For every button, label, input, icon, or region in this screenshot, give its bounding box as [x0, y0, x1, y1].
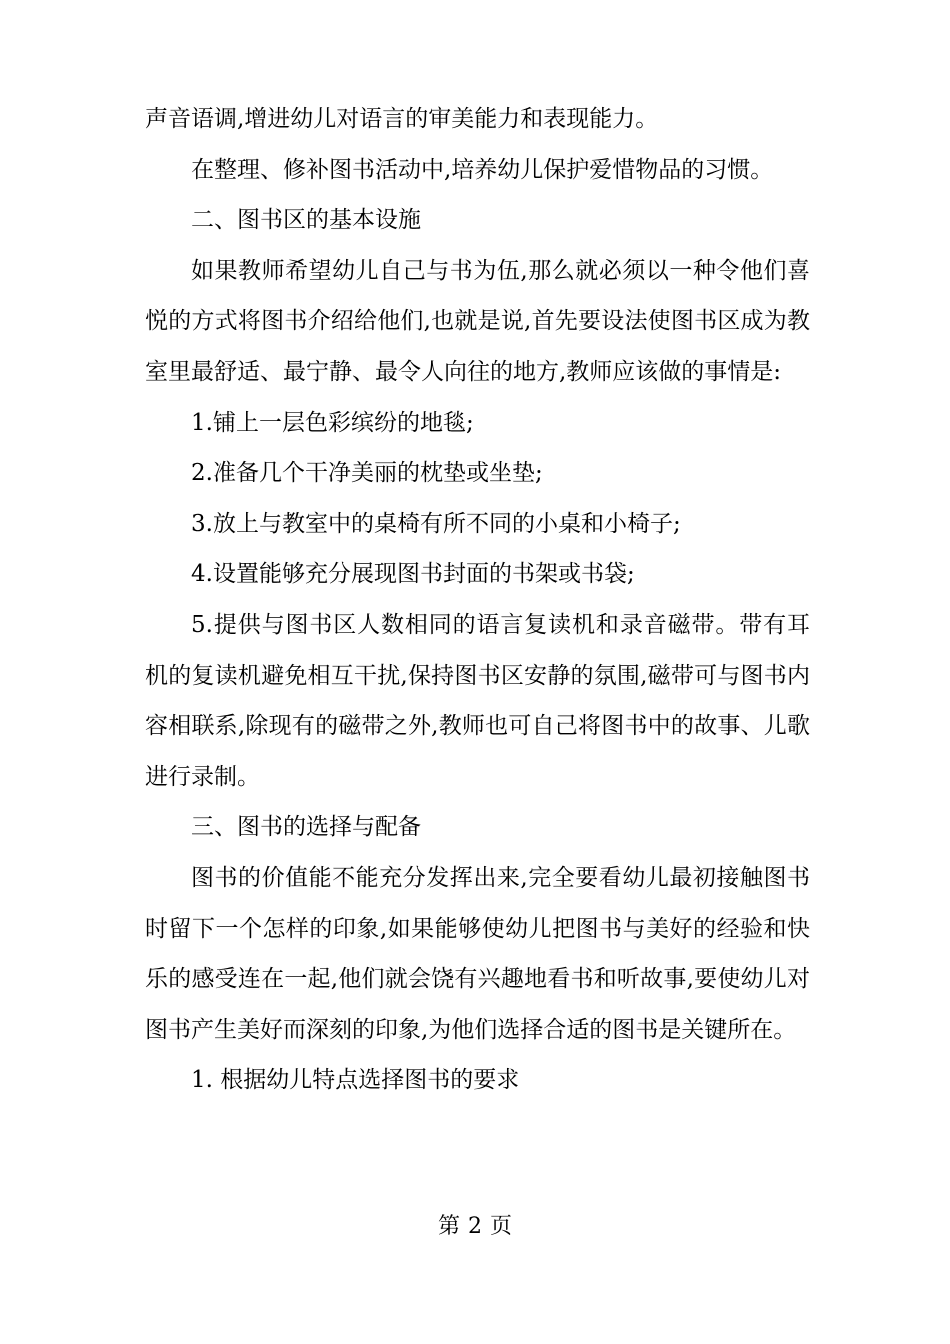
list-item: 1.铺上一层色彩缤纷的地毯; [191, 409, 474, 436]
footer-prefix: 第 [437, 1214, 460, 1239]
subsection-heading: 1. 根据幼儿特点选择图书的要求 [191, 1067, 520, 1094]
section-heading: 三、图书的选择与配备 [191, 814, 421, 841]
list-item: 4.设置能够充分展现图书封面的书架或书袋; [191, 561, 635, 588]
document-body [145, 94, 810, 1106]
footer-suffix: 页 [490, 1214, 513, 1239]
paragraph-continuation: 声音语调,增进幼儿对语言的审美能力和表现能力。 [145, 106, 659, 132]
page-number: 2 [468, 1214, 482, 1239]
paragraph: 在整理、修补图书活动中,培养幼儿保护爱惜物品的习惯。 [191, 156, 774, 183]
paragraph: 图书的价值能不能充分发挥出来,完全要看幼儿最初接触图书时留下一个怎样的印象,如果能够使幼儿把图书与美好的经验和快乐的感受连在一起,他们就会饶有兴趣地看书和听故事,要使幼儿对图书产生美好而深刻的印象,为他们选择合适的图书是关键所在。 [145, 864, 810, 1043]
list-item: 3.放上与教室中的桌椅有所不同的小桌和小椅子; [191, 510, 681, 537]
section-heading: 二、图书区的基本设施 [191, 207, 421, 234]
paragraph: 如果教师希望幼儿自己与书为伍,那么就必须以一种令他们喜悦的方式将图书介绍给他们,也就是说,首先要设法使图书区成为教室里最舒适、最宁静、最令人向往的地方,教师应该做的事情是: [145, 257, 810, 385]
page-footer [0, 1212, 950, 1242]
list-item: 2.准备几个干净美丽的枕垫或坐垫; [191, 460, 543, 487]
list-item: 5.提供与图书区人数相同的语言复读机和录音磁带。带有耳机的复读机避免相互干扰,保持图书区安静的氛围,磁带可与图书内容相联系,除现有的磁带之外,教师也可自己将图书中的故事、儿歌进行录制。 [145, 611, 810, 790]
